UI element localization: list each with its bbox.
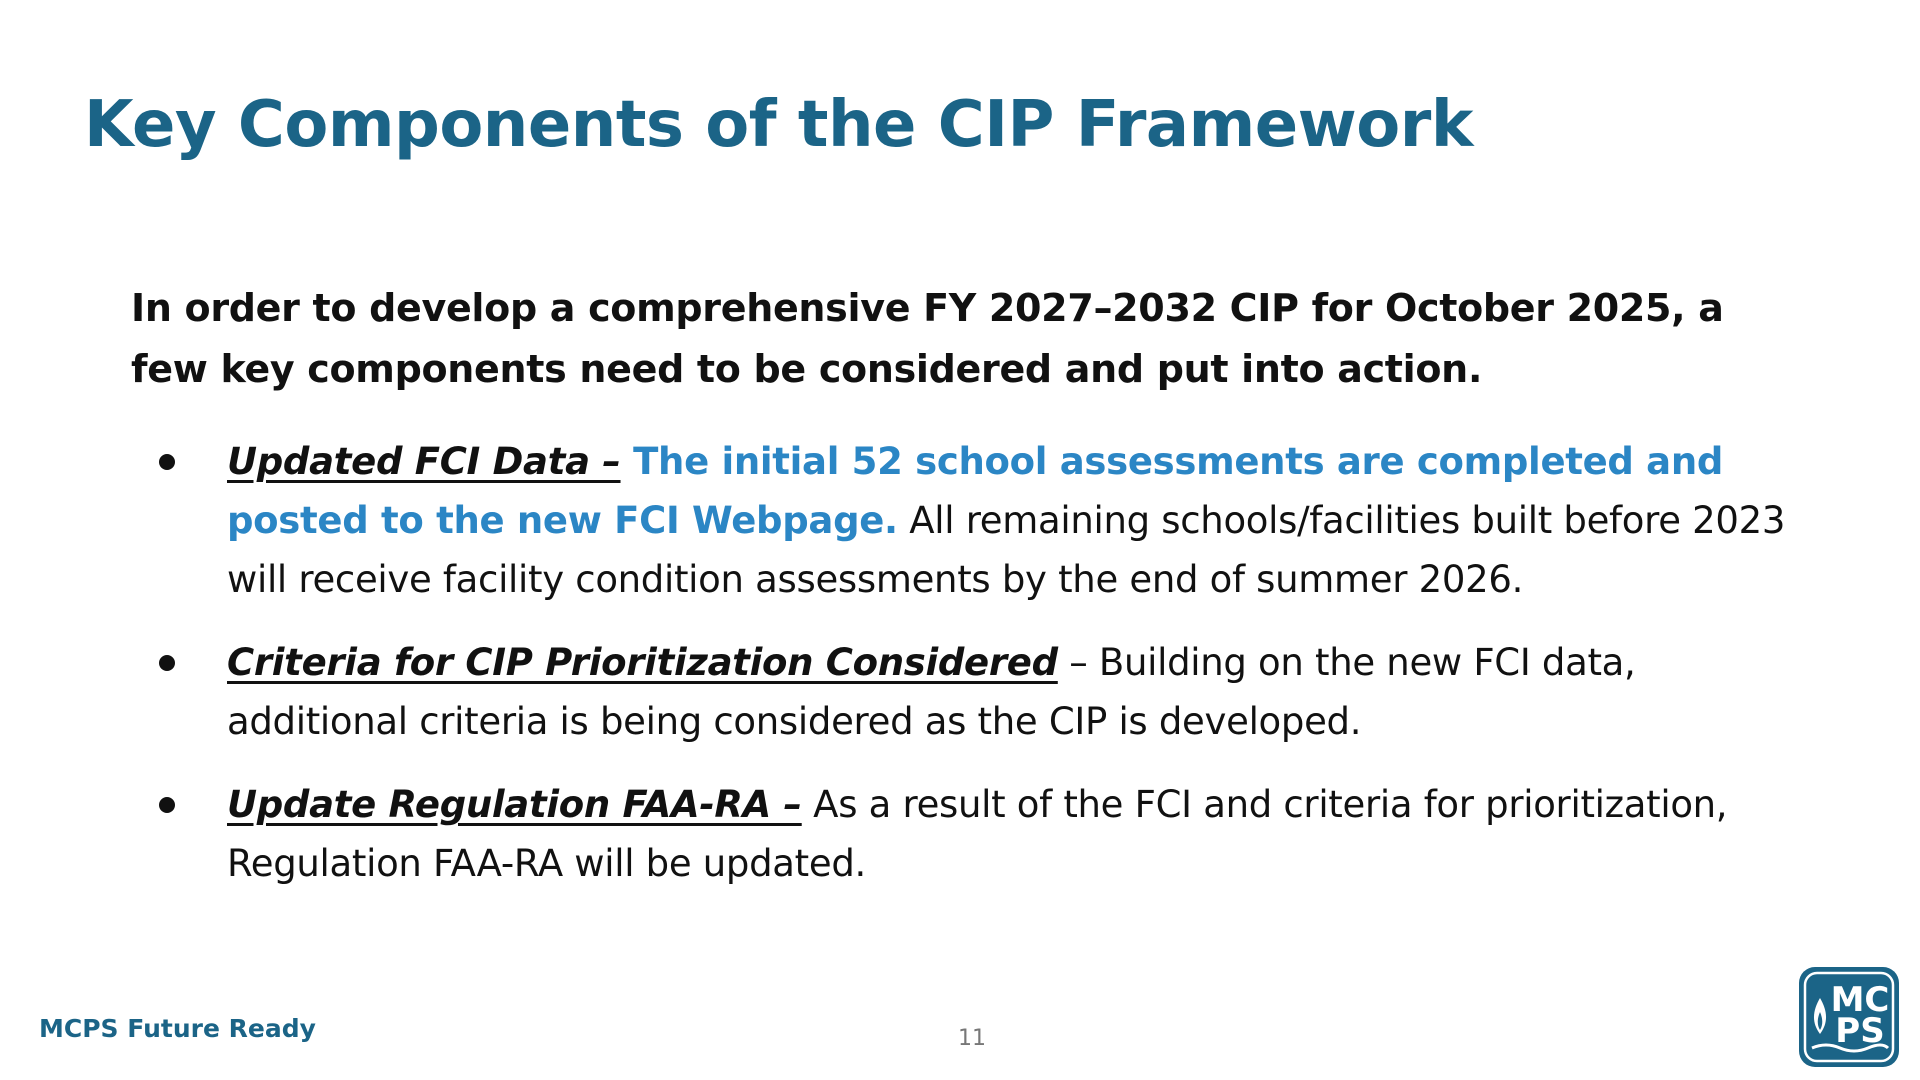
footer-brand: MCPS Future Ready [39, 1014, 316, 1043]
bullet-label: Criteria for CIP Prioritization Considered [227, 641, 1058, 684]
mcps-logo-icon [1796, 964, 1902, 1070]
bullet-list [227, 432, 1827, 893]
bullet-text: – Building on the new FCI data, additional criteria is being considered as the CIP is developed. [227, 641, 1636, 743]
bullet-dot [159, 797, 175, 813]
slide-title: Key Components of the CIP Framework [84, 88, 1473, 162]
intro-paragraph: In order to develop a comprehensive FY 2027–2032 CIP for October 2025, a few key components need to be considered and put into action. [131, 286, 1724, 391]
bullet-label: Updated FCI Data – [227, 440, 621, 483]
bullet-dot [159, 655, 175, 671]
logo-text-top: MC [1830, 980, 1890, 1020]
bullet-dot [159, 454, 175, 470]
bullet-item-criteria [227, 633, 1827, 751]
bullet-highlight: The initial 52 school assessments are completed and posted to the new FCI Webpage. [227, 440, 1724, 542]
bullet-item-regulation [227, 775, 1827, 893]
bullet-item-fci-data [227, 432, 1827, 609]
bullet-text: As a result of the FCI and criteria for prioritization, Regulation FAA-RA will be updated. [227, 783, 1728, 885]
bullet-label: Update Regulation FAA-RA – [227, 783, 802, 826]
logo-text-bottom: PS [1835, 1011, 1885, 1051]
page-number: 11 [958, 1026, 986, 1051]
bullet-text: All remaining schools/facilities built before 2023 will receive facility condition assessments by the end of summer 2026. [227, 499, 1786, 601]
